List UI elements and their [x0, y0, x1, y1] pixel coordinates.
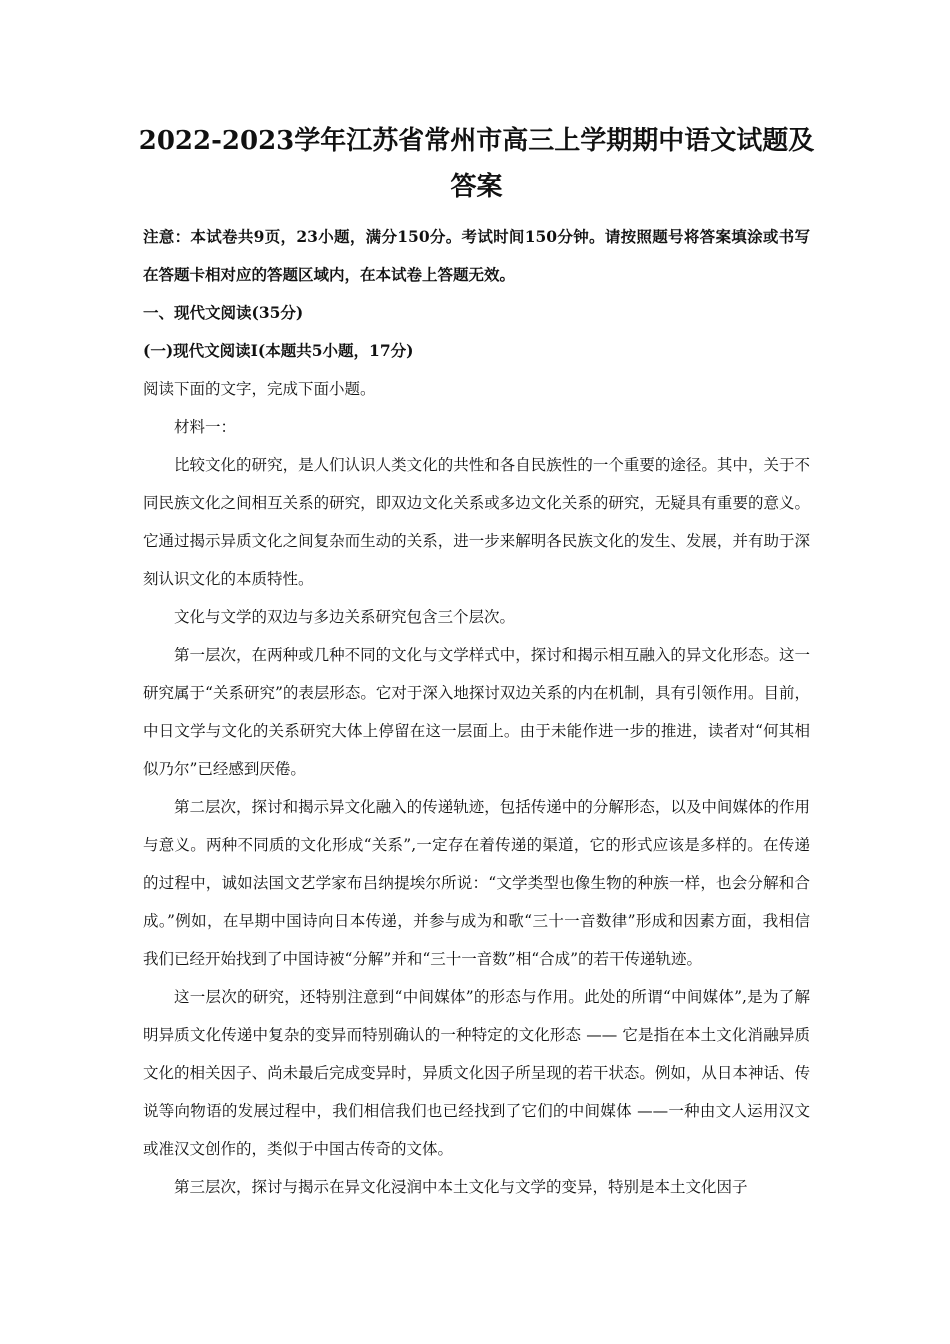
body-paragraph: 比较文化的研究，是人们认识人类文化的共性和各自民族性的一个重要的途径。其中，关于不同民族文化之间相互关系的研究，即双边文化关系或多边文化关系的研究，无疑具有重要的意义。它通过揭示异质文化之间复杂而生动的关系，进一步来解明各民族文化的发生、发展，并有助于深刻认识文化的本质特性。 — [143, 456, 810, 588]
body-paragraph: 第三层次，探讨与揭示在异文化浸润中本土文化与文学的变异，特别是本土文化因子 — [174, 1178, 748, 1196]
body-paragraph: 第一层次，在两种或几种不同的文化与文学样式中，探讨和揭示相互融入的异文化形态。这一研究属于“关系研究”的表层形态。它对于深入地探讨双边关系的内在机制，具有引领作用。目前，中日文学与文化的关系研究大体上停留在这一层面上。由于未能作进一步的推进，读者对“何其相似乃尔”已经感到厌倦。 — [143, 646, 810, 778]
reading-instruction: 阅读下面的文字，完成下面小题。 — [143, 380, 376, 398]
body-paragraph: 文化与文学的双边与多边关系研究包含三个层次。 — [174, 608, 516, 626]
body-paragraph: 这一层次的研究，还特别注意到“中间媒体”的形态与作用。此处的所谓“中间媒体”,是为了解明异质文化传递中复杂的变异而特别确认的一种特定的文化形态 —— 它是指在本土文化消融异质文化的相关因子、尚未最后完成变异时，异质文化因子所呈现的若干状态。例如，从日本神话、传说等向物语的发展过程中，我们相信我们也已经找到了它们的中间媒体 ——一种由文人运用汉文或准汉文创作的，类似于中国古传奇的文体。 — [143, 988, 810, 1158]
document-title: 2022-2023学年江苏省常州市高三上学期期中语文试题及答案 — [138, 126, 815, 202]
subsection-heading: (一)现代文阅读I(本题共5小题，17分) — [143, 341, 414, 360]
section-heading: 一、现代文阅读(35分) — [143, 303, 304, 322]
material-label: 材料一： — [174, 418, 237, 436]
exam-notice: 注意：本试卷共9页，23小题，满分150分。考试时间150分钟。请按照题号将答案填涂或书写在答题卡相对应的答题区域内，在本试卷上答题无效。 — [143, 227, 810, 284]
body-paragraph: 第二层次，探讨和揭示异文化融入的传递轨迹，包括传递中的分解形态，以及中间媒体的作用与意义。两种不同质的文化形成“关系”,一定存在着传递的渠道，它的形式应该是多样的。在传递的过程中，诚如法国文艺学家布吕纳提埃尔所说：“文学类型也像生物的种族一样，也会分解和合成。”例如，在早期中国诗向日本传递，并参与成为和歌“三十一音数律”形成和因素方面，我相信我们已经开始找到了中国诗被“分解”并和“三十一音数”相“合成”的若干传递轨迹。 — [143, 798, 810, 968]
